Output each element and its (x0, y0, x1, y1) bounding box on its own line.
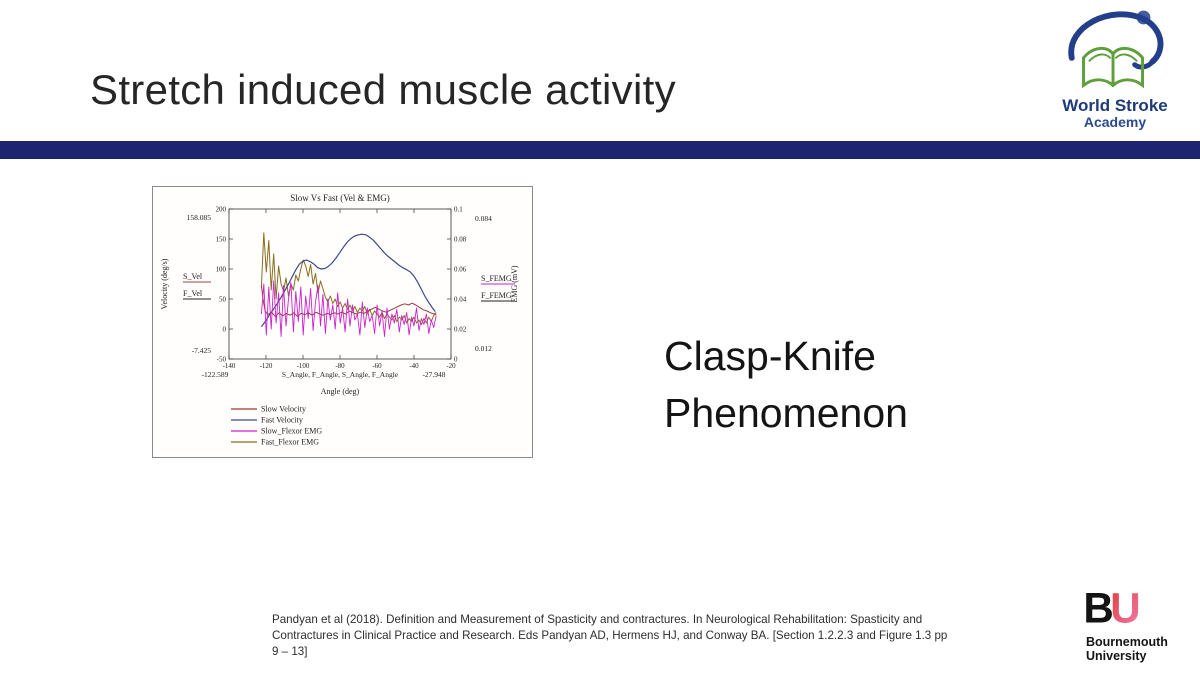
clasp-knife-text (664, 328, 908, 443)
x-annotation-left: -122.589 (201, 370, 229, 379)
chart-title: Slow Vs Fast (Vel & EMG) (290, 193, 390, 203)
legend-label: Slow Velocity (261, 404, 306, 414)
left-trace-label: F_Vel (183, 289, 203, 298)
x-annotation-center: S_Angle, F_Angle, S_Angle, F_Angle (281, 370, 399, 379)
clasp-knife-line1: Clasp-Knife (664, 333, 876, 379)
limit-top-left: 158.085 (186, 213, 211, 222)
y-right-tick-label: 0.06 (454, 265, 467, 274)
x-annotation-right: -27.948 (422, 370, 446, 379)
world-stroke-logo-icon (1056, 2, 1174, 94)
velocity-emg-chart (153, 187, 532, 457)
world-stroke-logo-text: World Stroke (1062, 96, 1168, 115)
y-left-tick-label: 200 (215, 205, 226, 214)
svg-text:B: B (1086, 584, 1114, 630)
y-left-tick-label: 100 (215, 265, 226, 274)
y-right-tick-label: 0.1 (454, 205, 463, 214)
svg-text:U: U (1110, 584, 1141, 630)
left-trace-label: S_Vel (183, 272, 203, 281)
limit-bottom-right: 0.012 (475, 344, 492, 353)
x-tick-label: -100 (296, 362, 310, 370)
y-left-tick-label: -50 (216, 355, 226, 364)
y-left-tick-label: 150 (215, 235, 226, 244)
y-axis-right-label: EMG (mV) (510, 265, 519, 303)
x-tick-label: -60 (372, 362, 382, 370)
y-right-tick-label: 0.02 (454, 325, 467, 334)
y-axis-left-label: Velocity (deg/s) (160, 258, 169, 310)
x-tick-label: -140 (222, 362, 236, 370)
legend-label: Slow_Flexor EMG (261, 426, 323, 436)
title-accent-bar (0, 141, 1200, 159)
chart-figure (152, 186, 533, 458)
y-right-tick-label: 0 (454, 355, 458, 364)
world-stroke-academy-text: Academy (1083, 113, 1147, 130)
clasp-knife-line2: Phenomenon (664, 390, 908, 437)
right-trace-label: F_FEMG (481, 291, 512, 300)
y-right-tick-label: 0.04 (454, 295, 467, 304)
world-stroke-academy-logo (1040, 2, 1190, 130)
limit-bottom-left: -7.425 (191, 346, 211, 355)
bournemouth-text: Bournemouth (1086, 635, 1168, 649)
bournemouth-university-logo (1086, 584, 1198, 663)
bu-logo-icon (1086, 584, 1156, 630)
legend-label: Fast Velocity (261, 415, 303, 425)
x-tick-label: -20 (446, 362, 456, 370)
citation-text: Pandyan et al (2018). Definition and Measurement of Spasticity and contractures. In Neurological Rehabilitation: Spasticity and Contractures in Clinical Practice and Research. Eds Pandyan AD, Hermens HJ, and Conway BA. [Section 1.2.2.3 and Figure 1.3 pp 9 – 13] (272, 613, 948, 658)
y-left-tick-label: 0 (222, 325, 226, 334)
limit-top-right: 0.084 (475, 214, 492, 223)
x-tick-label: -80 (335, 362, 345, 370)
x-axis-label: Angle (deg) (320, 387, 360, 396)
x-tick-label: -120 (259, 362, 273, 370)
y-right-tick-label: 0.08 (454, 235, 467, 244)
university-text: University (1086, 649, 1147, 663)
x-tick-label: -40 (409, 362, 419, 370)
page-title: Stretch induced muscle activity (90, 66, 676, 113)
y-left-tick-label: 50 (219, 295, 226, 304)
plot-frame (229, 209, 451, 359)
legend-label: Fast_Flexor EMG (261, 437, 319, 447)
right-trace-label: S_FEMG (481, 274, 512, 283)
